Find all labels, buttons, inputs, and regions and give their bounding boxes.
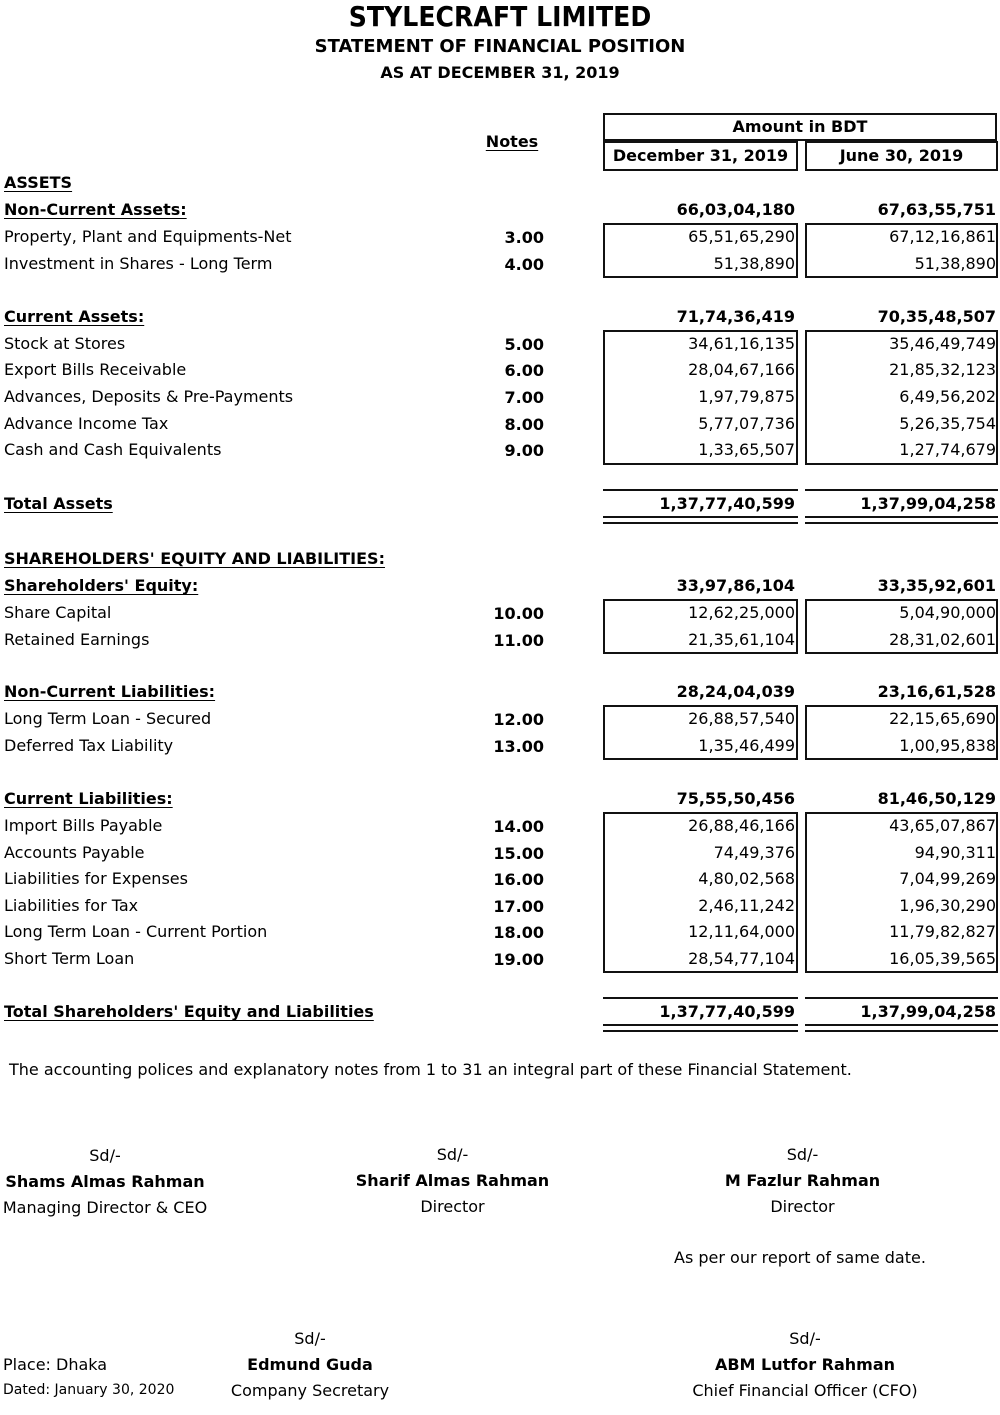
company-name: STYLECRAFT LIMITED <box>348 0 652 33</box>
section-total-period1: 33,97,86,104 <box>676 576 795 595</box>
table-row <box>0 893 1000 920</box>
note-ref: 13.00 <box>493 737 544 756</box>
table-row <box>0 866 1000 893</box>
non-current-assets-row <box>0 197 1000 224</box>
table-row <box>0 946 1000 973</box>
assets-heading: ASSETS <box>4 173 73 192</box>
note-ref: 4.00 <box>504 255 544 274</box>
line-item-label: Advances, Deposits & Pre-Payments <box>4 387 294 406</box>
place: Place: Dhaka <box>3 1355 108 1374</box>
value-period2: 21,85,32,123 <box>889 360 996 379</box>
total-label: Total Shareholders' Equity and Liabilities <box>4 1002 374 1021</box>
line-item-label: Long Term Loan - Current Portion <box>4 922 268 941</box>
signatory-title: Director <box>420 1197 485 1216</box>
value-period1: 28,04,67,166 <box>688 360 795 379</box>
equity-liabilities-heading-row <box>0 546 1000 573</box>
value-period2: 22,15,65,690 <box>889 709 996 728</box>
value-period1: 2,46,11,242 <box>698 896 795 915</box>
section-total-period1: 75,55,50,456 <box>676 789 795 808</box>
total-double-rule <box>805 516 998 524</box>
note-ref: 11.00 <box>493 631 544 650</box>
table-row <box>0 919 1000 946</box>
line-item-label: Cash and Cash Equivalents <box>4 440 222 459</box>
dated: Dated: January 30, 2020 <box>3 1382 175 1398</box>
signatory-name: Sharif Almas Rahman <box>355 1171 550 1190</box>
value-period2: 94,90,311 <box>914 843 996 862</box>
note-ref: 17.00 <box>493 897 544 916</box>
value-period2: 1,96,30,290 <box>899 896 996 915</box>
value-period2: 6,49,56,202 <box>899 387 996 406</box>
value-period1: 12,62,25,000 <box>688 603 795 622</box>
amount-header: Amount in BDT <box>603 113 997 141</box>
note-ref: 7.00 <box>504 388 544 407</box>
value-period1: 34,61,16,135 <box>688 334 795 353</box>
line-item-label: Share Capital <box>4 603 112 622</box>
current-assets-row <box>0 304 1000 331</box>
line-item-label: Short Term Loan <box>4 949 135 968</box>
line-item-label: Import Bills Payable <box>4 816 163 835</box>
signed-mark: Sd/- <box>436 1145 469 1164</box>
signature-director-2 <box>700 1142 905 1220</box>
table-row <box>0 224 1000 251</box>
signatory-title: Managing Director & CEO <box>2 1198 208 1217</box>
total-period2: 1,37,99,04,258 <box>860 1002 996 1021</box>
section-total-period2: 33,35,92,601 <box>877 576 996 595</box>
value-period1: 21,35,61,104 <box>688 630 795 649</box>
value-period1: 74,49,376 <box>713 843 795 862</box>
total-equity-liabilities-row <box>0 999 1000 1026</box>
total-label: Total Assets <box>4 494 113 513</box>
note-ref: 15.00 <box>493 844 544 863</box>
period1-header: December 31, 2019 <box>603 141 798 171</box>
value-period2: 1,00,95,838 <box>899 736 996 755</box>
line-item-label: Stock at Stores <box>4 334 126 353</box>
line-item-label: Deferred Tax Liability <box>4 736 174 755</box>
table-row <box>0 331 1000 358</box>
value-period1: 1,97,79,875 <box>698 387 795 406</box>
table-row <box>0 627 1000 654</box>
section-total-period2: 70,35,48,507 <box>877 307 996 326</box>
line-item-label: Advance Income Tax <box>4 414 169 433</box>
section-total-period1: 71,74,36,419 <box>676 307 795 326</box>
section-total-period2: 23,16,61,528 <box>877 682 996 701</box>
value-period2: 5,26,35,754 <box>899 414 996 433</box>
table-row <box>0 706 1000 733</box>
signed-mark: Sd/- <box>89 1146 121 1165</box>
note-ref: 6.00 <box>504 361 544 380</box>
value-period1: 28,54,77,104 <box>688 949 795 968</box>
total-assets-row <box>0 491 1000 518</box>
signed-mark: Sd/- <box>789 1329 821 1348</box>
statement-date: AS AT DECEMBER 31, 2019 <box>380 63 620 82</box>
signatory-name: ABM Lutfor Rahman <box>714 1355 896 1374</box>
value-period1: 26,88,57,540 <box>688 709 795 728</box>
value-period2: 5,04,90,000 <box>899 603 996 622</box>
signatory-name: Edmund Guda <box>247 1355 373 1374</box>
line-item-label: Property, Plant and Equipments-Net <box>4 227 292 246</box>
section-label: Non-Current Liabilities: <box>4 682 216 701</box>
note-ref: 14.00 <box>493 817 544 836</box>
signatory-title: Company Secretary <box>230 1381 390 1400</box>
value-period1: 65,51,65,290 <box>688 227 795 246</box>
section-label: Current Liabilities: <box>4 789 173 808</box>
auditor-report-note: As per our report of same date. <box>674 1248 926 1267</box>
signed-mark: Sd/- <box>786 1145 819 1164</box>
value-period1: 51,38,890 <box>713 254 795 273</box>
note-ref: 3.00 <box>504 228 544 247</box>
line-item-label: Retained Earnings <box>4 630 150 649</box>
note-ref: 5.00 <box>504 335 544 354</box>
table-row <box>0 357 1000 384</box>
table-row <box>0 600 1000 627</box>
note-ref: 19.00 <box>493 950 544 969</box>
line-item-label: Long Term Loan - Secured <box>4 709 212 728</box>
current-liabilities-row <box>0 786 1000 813</box>
value-period1: 1,35,46,499 <box>698 736 795 755</box>
signatory-name: M Fazlur Rahman <box>724 1171 881 1190</box>
table-row <box>0 733 1000 760</box>
signature-director-1 <box>340 1142 565 1220</box>
value-period2: 11,79,82,827 <box>889 922 996 941</box>
value-period1: 12,11,64,000 <box>688 922 795 941</box>
section-total-period1: 28,24,04,039 <box>676 682 795 701</box>
value-period2: 28,31,02,601 <box>889 630 996 649</box>
line-item-label: Liabilities for Tax <box>4 896 139 915</box>
period2-header: June 30, 2019 <box>805 141 998 171</box>
total-double-rule <box>603 1024 798 1032</box>
section-label: Non-Current Assets: <box>4 200 187 219</box>
line-item-label: Investment in Shares - Long Term <box>4 254 273 273</box>
accounting-policies-note: The accounting polices and explanatory notes from 1 to 31 an integral part of these Financial Statement. <box>9 1060 852 1079</box>
table-row <box>0 251 1000 278</box>
total-double-rule <box>805 1024 998 1032</box>
note-ref: 16.00 <box>493 870 544 889</box>
total-period1: 1,37,77,40,599 <box>659 494 795 513</box>
value-period1: 4,80,02,568 <box>698 869 795 888</box>
value-period2: 7,04,99,269 <box>899 869 996 888</box>
value-period1: 26,88,46,166 <box>688 816 795 835</box>
line-item-label: Export Bills Receivable <box>4 360 187 379</box>
equity-row <box>0 573 1000 600</box>
value-period2: 43,65,07,867 <box>889 816 996 835</box>
signature-cfo <box>680 1326 930 1404</box>
non-current-liabilities-row <box>0 679 1000 706</box>
section-label: Shareholders' Equity: <box>4 576 199 595</box>
section-total-period2: 81,46,50,129 <box>877 789 996 808</box>
note-ref: 18.00 <box>493 923 544 942</box>
table-row <box>0 813 1000 840</box>
table-row <box>0 384 1000 411</box>
value-period2: 16,05,39,565 <box>889 949 996 968</box>
assets-heading-row <box>0 170 1000 197</box>
table-row <box>0 437 1000 464</box>
equity-liabilities-heading: SHAREHOLDERS' EQUITY AND LIABILITIES: <box>4 549 385 568</box>
value-period2: 67,12,16,861 <box>889 227 996 246</box>
value-period2: 51,38,890 <box>914 254 996 273</box>
signed-mark: Sd/- <box>294 1329 326 1348</box>
note-ref: 8.00 <box>504 415 544 434</box>
signatory-name: Shams Almas Rahman <box>5 1172 205 1191</box>
notes-column-header: Notes <box>485 132 539 151</box>
value-period1: 5,77,07,736 <box>698 414 795 433</box>
signatory-title: Chief Financial Officer (CFO) <box>692 1381 918 1400</box>
value-period2: 35,46,49,749 <box>889 334 996 353</box>
section-total-period1: 66,03,04,180 <box>676 200 795 219</box>
table-row <box>0 411 1000 438</box>
signature-md-ceo <box>0 1143 210 1221</box>
value-period1: 1,33,65,507 <box>698 440 795 459</box>
table-row <box>0 840 1000 867</box>
section-total-period2: 67,63,55,751 <box>877 200 996 219</box>
note-ref: 10.00 <box>493 604 544 623</box>
note-ref: 9.00 <box>504 441 544 460</box>
signature-company-secretary <box>215 1326 405 1404</box>
value-period2: 1,27,74,679 <box>899 440 996 459</box>
line-item-label: Liabilities for Expenses <box>4 869 188 888</box>
total-double-rule <box>603 516 798 524</box>
total-period2: 1,37,99,04,258 <box>860 494 996 513</box>
note-ref: 12.00 <box>493 710 544 729</box>
statement-title: STATEMENT OF FINANCIAL POSITION <box>314 36 686 57</box>
signatory-title: Director <box>770 1197 835 1216</box>
line-item-label: Accounts Payable <box>4 843 145 862</box>
total-period1: 1,37,77,40,599 <box>659 1002 795 1021</box>
section-label: Current Assets: <box>4 307 145 326</box>
